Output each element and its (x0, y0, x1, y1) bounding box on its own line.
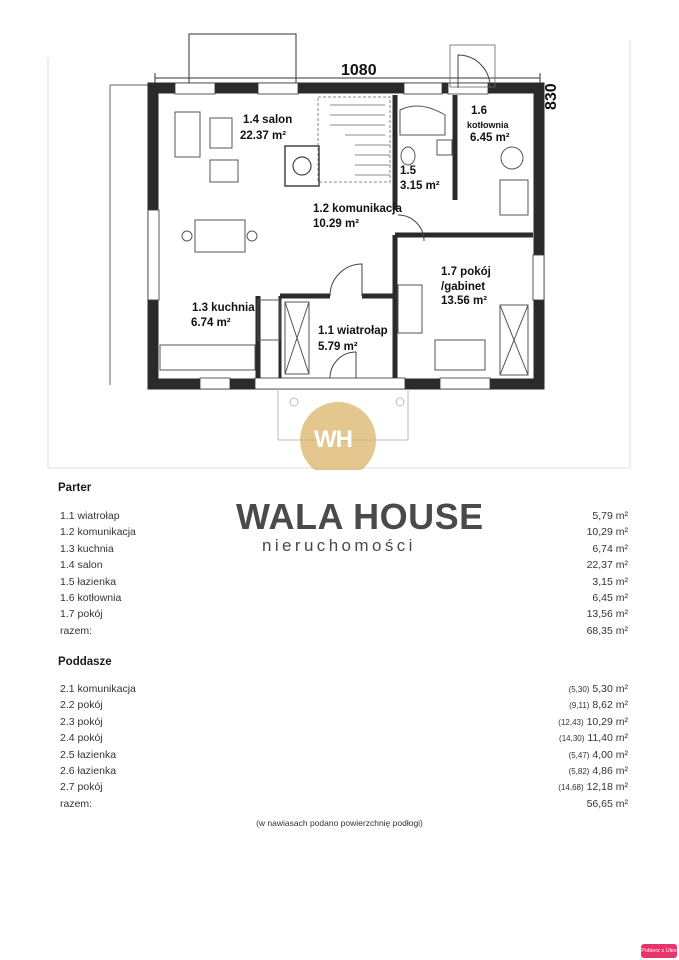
row-value (569, 699, 628, 711)
room-lazienka-name: 1.5 (400, 165, 416, 177)
row-area: 4,00 m² (592, 748, 628, 761)
table-row (60, 699, 628, 713)
row-value (569, 765, 628, 777)
logo-monogram: WH (314, 426, 352, 453)
corner-badge[interactable]: Pobierz z Ulex (641, 944, 677, 958)
width-dimension: 1080 (341, 62, 377, 79)
room-kuchnia-name: 1.3 kuchnia (192, 302, 255, 314)
row-name: 1.5 łazienka (60, 575, 117, 588)
table-row (60, 559, 628, 573)
room-salon-name: 1.4 salon (243, 114, 293, 126)
logo-subtitle: nieruchomości (262, 536, 416, 555)
room-pokoj-area: 13.56 m² (441, 295, 488, 307)
row-name: 1.4 salon (60, 559, 103, 572)
row-name: 1.3 kuchnia (60, 542, 114, 555)
row-name: 2.2 pokój (60, 699, 103, 712)
row-name: razem: (60, 624, 93, 637)
row-floor-area: (5,47) (568, 750, 590, 760)
room-lazienka-area: 3.15 m² (400, 180, 440, 192)
row-floor-area: (5,30) (568, 685, 590, 694)
row-floor-area: (14,68) (558, 783, 584, 793)
room-kotlownia-area: 6.45 m² (470, 132, 510, 144)
room-kotlownia-name2: kotłownia (467, 120, 509, 130)
row-name: 2.7 pokój (60, 781, 103, 794)
row-name: 2.1 komunikacja (60, 683, 136, 695)
row-value: 68,35 m² (586, 624, 628, 637)
table-row (60, 798, 628, 812)
table-row (60, 732, 628, 746)
row-floor-area: (14,30) (559, 734, 585, 744)
room-kotlownia-name: 1.6 (471, 105, 487, 117)
table-row (60, 526, 628, 540)
room-salon-area: 22.37 m² (240, 130, 287, 142)
table-row (60, 625, 628, 639)
row-value: 6,45 m² (592, 592, 628, 604)
parter-title: Parter (58, 482, 92, 494)
row-name: 1.6 kotłownia (60, 592, 122, 604)
table-row (60, 765, 628, 779)
row-area: 4,86 m² (592, 765, 628, 777)
row-name: 2.4 pokój (60, 732, 103, 745)
row-area: 12,18 m² (586, 781, 628, 794)
row-name: 1.7 pokój (60, 608, 103, 621)
room-pokoj-name2: /gabinet (441, 281, 486, 293)
room-wiatrolap-area: 5.79 m² (318, 341, 358, 353)
row-value: 13,56 m² (586, 608, 628, 621)
row-name: 1.1 wiatrołap (60, 510, 120, 522)
row-area: 10,29 m² (586, 715, 628, 728)
table-row (60, 543, 628, 557)
row-value (559, 732, 628, 744)
floor-plan-drawing (0, 0, 679, 470)
row-name: 1.2 komunikacja (60, 526, 136, 539)
logo-wordmark: WALA HOUSE (236, 496, 484, 537)
row-value (569, 749, 628, 761)
row-name: 2.3 pokój (60, 715, 103, 728)
row-value: 10,29 m² (586, 526, 628, 539)
table-row (60, 608, 628, 622)
floor-plan (0, 0, 679, 470)
room-kuchnia-area: 6.74 m² (191, 317, 231, 329)
table-row (60, 683, 628, 697)
footnote: (w nawiasach podano powierzchnię podłogi) (256, 818, 423, 828)
table-row (60, 592, 628, 606)
room-wiatrolap-name: 1.1 wiatrołap (318, 325, 388, 337)
room-pokoj-name: 1.7 pokój (441, 266, 491, 278)
table-row (60, 576, 628, 590)
row-value: 56,65 m² (586, 797, 628, 810)
row-floor-area: (5,82) (568, 767, 590, 776)
row-value (558, 781, 628, 793)
table-row (60, 510, 628, 524)
poddasze-title: Poddasze (58, 656, 112, 668)
row-area: 5,30 m² (592, 683, 628, 695)
room-komunikacja-area: 10.29 m² (313, 218, 360, 230)
row-area: 8,62 m² (592, 699, 628, 712)
table-row (60, 716, 628, 730)
row-floor-area: (9,11) (569, 701, 590, 711)
row-name: 2.5 łazienka (60, 748, 117, 761)
row-value (569, 683, 628, 695)
table-row (60, 749, 628, 763)
table-row (60, 781, 628, 795)
room-komunikacja-name: 1.2 komunikacja (313, 203, 402, 215)
row-value: 22,37 m² (586, 559, 628, 572)
row-area: 11,40 m² (587, 732, 628, 745)
row-floor-area: (12,43) (558, 717, 584, 727)
row-name: 2.6 łazienka (60, 765, 117, 777)
row-value (558, 716, 628, 728)
row-value: 5,79 m² (592, 510, 628, 522)
row-value: 6,74 m² (592, 542, 628, 555)
row-value: 3,15 m² (592, 575, 628, 588)
depth-dimension: 830 (543, 83, 560, 110)
row-name: razem: (60, 797, 93, 810)
